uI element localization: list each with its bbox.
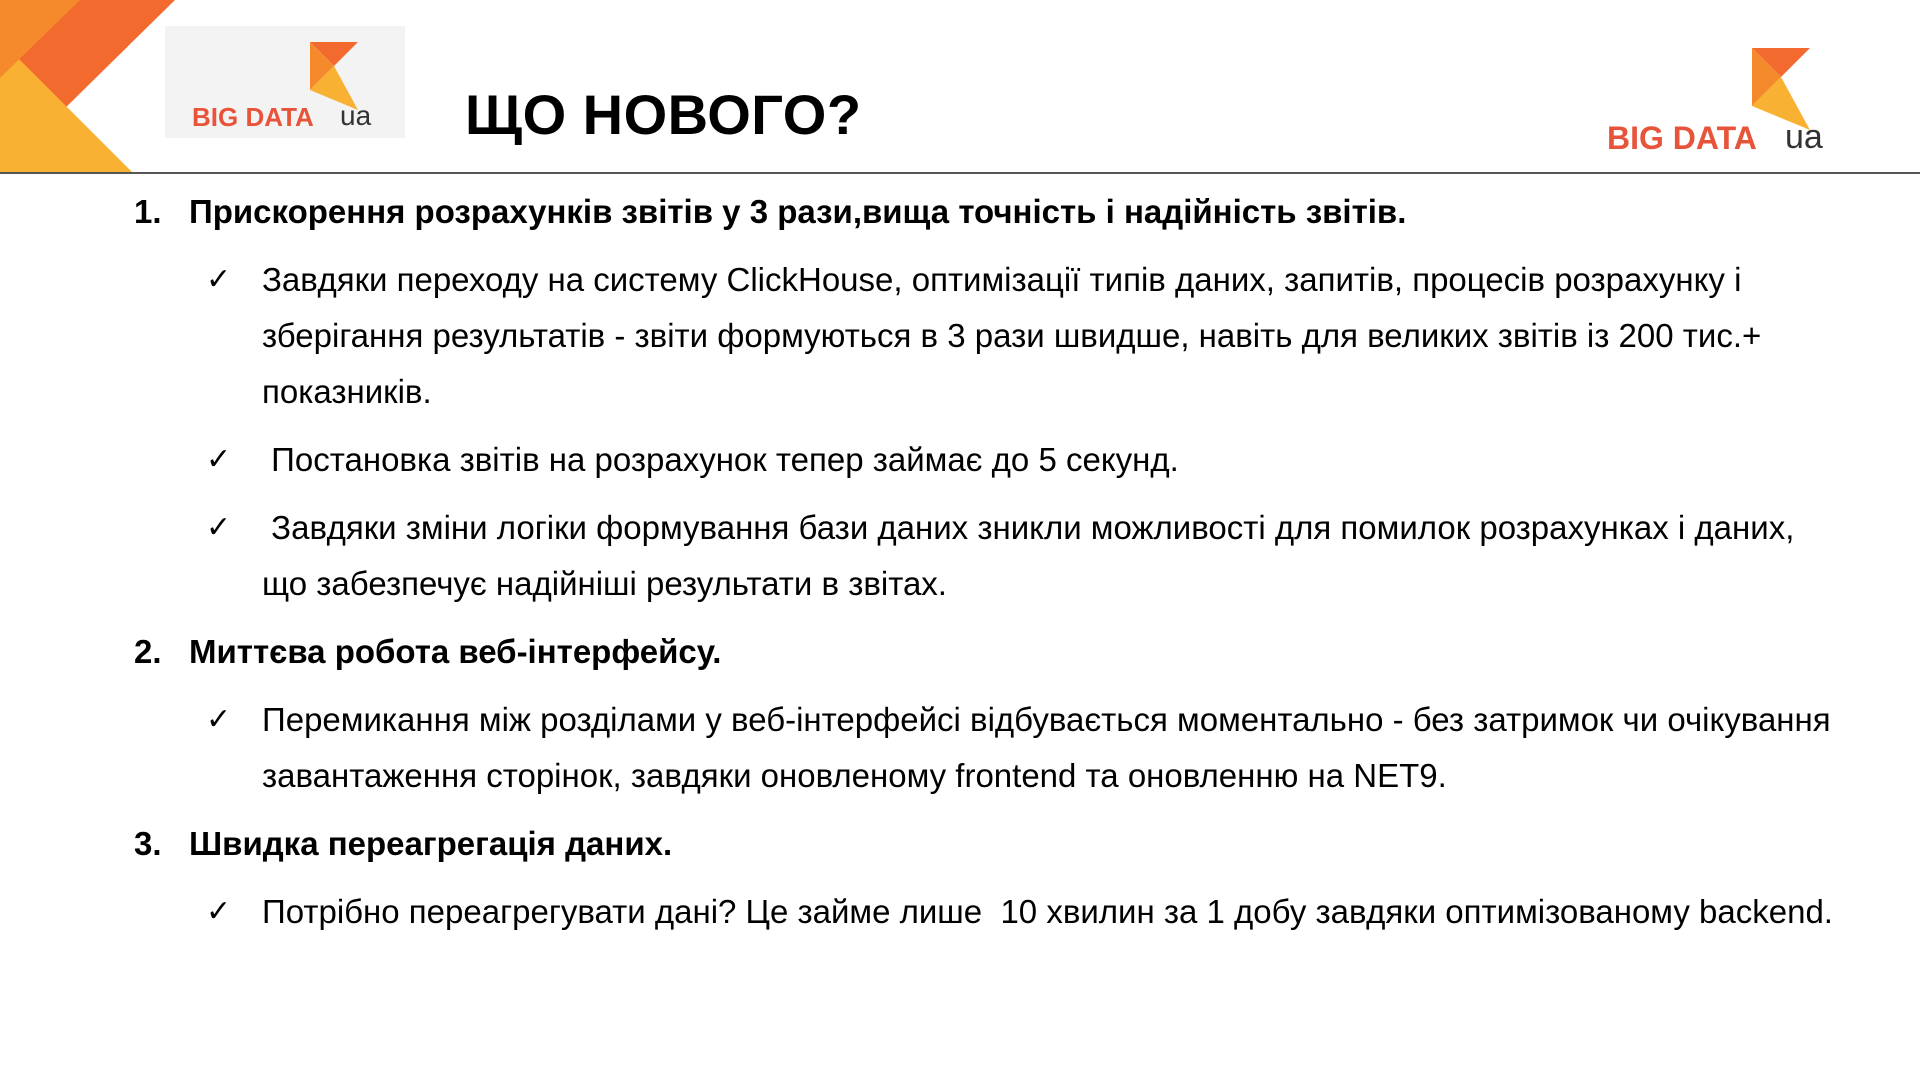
section-number: 2. bbox=[134, 633, 162, 670]
section-title: Прискорення розрахунків звітів у 3 рази,вища точність і надійність звітів. bbox=[189, 193, 1407, 230]
big-data-logo-left bbox=[190, 42, 380, 132]
list-item bbox=[206, 252, 1834, 420]
header-divider bbox=[0, 172, 1920, 174]
list-item-text: Постановка звітів на розрахунок тепер займає до 5 секунд. bbox=[262, 441, 1179, 478]
list-item bbox=[206, 884, 1834, 940]
checkmark-icon: ✓ bbox=[206, 703, 232, 736]
list-item-text: Перемикання між розділами у веб-інтерфейсі відбувається моментально - без затримок чи очікування завантаження сторінок, завдяки оновленому frontend та оновленню на NET9. bbox=[262, 701, 1831, 794]
logo-suffix: ua bbox=[1785, 118, 1823, 156]
section-title: Швидка переагрегація даних. bbox=[189, 825, 673, 862]
list-item bbox=[206, 432, 1834, 488]
section-number: 3. bbox=[134, 825, 162, 862]
big-data-logo-right bbox=[1605, 48, 1835, 158]
section-heading bbox=[134, 624, 1834, 680]
list-item-text: Завдяки переходу на систему ClickHouse, оптимізації типів даних, запитів, процесів розрахунку і зберігання результатів - звіти формуються в 3 рази швидше, навіть для великих звітів із 200 тис.+ показників. bbox=[262, 261, 1762, 410]
content-list bbox=[134, 184, 1834, 952]
section-heading bbox=[134, 184, 1834, 240]
checkmark-icon: ✓ bbox=[206, 443, 232, 476]
corner-decoration bbox=[0, 0, 175, 172]
checkmark-icon: ✓ bbox=[206, 895, 232, 928]
section-heading bbox=[134, 816, 1834, 872]
list-item-text: Завдяки зміни логіки формування бази даних зникли можливості для помилок розрахунках і даних, що забезпечує надійніші результати в звітах. bbox=[262, 509, 1804, 602]
logo-wordmark: BIG DATA bbox=[192, 102, 314, 132]
list-item bbox=[206, 500, 1834, 612]
page-title: ЩО НОВОГО? bbox=[465, 83, 862, 146]
logo-wordmark: BIG DATA bbox=[1607, 120, 1757, 156]
logo-suffix: ua bbox=[340, 100, 372, 131]
checkmark-icon: ✓ bbox=[206, 263, 232, 296]
checkmark-icon: ✓ bbox=[206, 511, 232, 544]
list-item-text: Потрібно переагрегувати дані? Це займе лише 10 хвилин за 1 добу завдяки оптимізованому backend. bbox=[262, 893, 1833, 930]
section-title: Миттєва робота веб-інтерфейсу. bbox=[189, 633, 722, 670]
section-number: 1. bbox=[134, 193, 162, 230]
list-item bbox=[206, 692, 1834, 804]
